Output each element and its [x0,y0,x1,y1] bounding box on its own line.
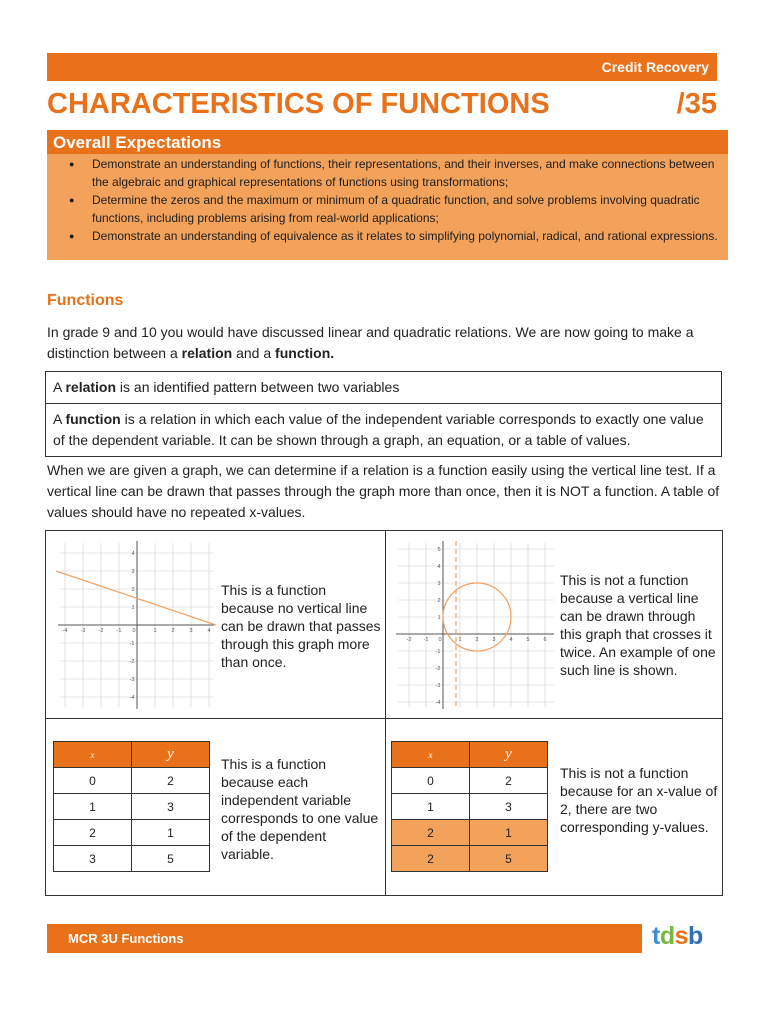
y-tick-label: -1 [435,649,441,655]
y-column-header: y [132,742,210,768]
intro-text: In grade 9 and 10 you would have discussed linear and quadratic relations. We are now going to make a distinction between a [47,324,694,361]
x-column-header: x [54,742,132,768]
expectation-item: ● Demonstrate an understanding of functions, their representations, and their inverses, and make connections between the algebraic and graphical representations of functions using transformations; [47,155,728,191]
y-cell: 1 [470,820,548,846]
table-row-highlighted [392,820,548,846]
x-cell: 2 [392,846,470,872]
y-cell: 1 [132,820,210,846]
x-cell: 0 [392,768,470,794]
x-tick-label: 5 [526,637,530,643]
non-function-table-of-values [391,741,548,872]
y-cell: 3 [470,794,548,820]
x-tick-label: 4 [207,628,211,634]
circle-relation-graph [394,539,556,711]
table-row-highlighted [392,846,548,872]
definitions-table [45,371,722,457]
tdsb-logo [652,922,703,951]
function-table-of-values [53,741,210,872]
def-text: A [53,379,66,395]
x-tick-label: -1 [116,628,122,634]
relation-term: relation [65,379,117,395]
y-tick-label: -4 [435,700,441,706]
y-tick-label: 3 [131,569,135,575]
total-score: /35 [676,88,717,120]
y-tick-label: 3 [437,581,441,587]
y-cell: 2 [470,768,548,794]
y-tick-label: -4 [129,695,135,701]
intro-function-term: function. [275,345,335,361]
def-text: A [53,411,66,427]
y-cell: 3 [132,794,210,820]
y-tick-label: -2 [435,666,441,672]
y-tick-label: 4 [437,564,441,570]
functions-heading: Functions [47,292,124,309]
non-function-table-explanation: This is not a function because for an x-value of 2, there are two corresponding y-values. [560,765,718,835]
y-tick-label: -3 [435,683,441,689]
table-row [392,768,548,794]
x-cell: 2 [54,820,132,846]
expectation-item: ● Determine the zeros and the maximum or minimum of a quadratic function, and solve problems involving quadratic functions, including problems arising from real-world applications; [47,191,728,227]
function-table-explanation: This is a function because each independent variable corresponds to one value of the dependent variable. [221,756,379,862]
function-term: function [65,411,121,427]
origin-label: 0 [438,637,442,643]
x-tick-label: -4 [62,628,68,634]
overall-expectations-heading: Overall Expectations [47,130,728,154]
x-cell: 2 [392,820,470,846]
y-cell: 2 [132,768,210,794]
relation-definition [46,372,721,403]
table-row [392,794,548,820]
y-cell: 5 [470,846,548,872]
linear-graph-svg [56,539,216,711]
examples-grid [45,530,723,896]
y-tick-label: 5 [437,547,441,553]
x-tick-label: 6 [543,637,547,643]
origin-label: 0 [132,628,136,634]
intro-relation-term: relation [181,345,233,361]
y-tick-label: -1 [129,641,135,647]
x-tick-label: -1 [423,637,429,643]
x-tick-label: 3 [189,628,193,634]
vertical-line-test-paragraph: When we are given a graph, we can determine if a relation is a function easily using the vertical line test. If a vertical line can be drawn that passes through the graph more than once, then it is NOT a function. A table of values should have no repeated x-values. [47,462,720,520]
x-cell: 0 [54,768,132,794]
x-column-header: x [392,742,470,768]
table-header-row [54,742,210,768]
logo-letter: t [652,922,660,950]
linear-graph-explanation: This is a function because no vertical line can be drawn that passes through this graph more than once. [221,582,381,670]
logo-letter: b [688,922,703,950]
table-row [54,794,210,820]
table-row [54,820,210,846]
header-bar [47,53,717,81]
y-tick-label: 2 [131,587,135,593]
table-row [54,768,210,794]
table-row [54,846,210,872]
x-tick-label: 2 [475,637,479,643]
y-tick-label: -2 [129,659,135,665]
linear-function-line [56,571,216,625]
page-title [47,88,719,124]
x-tick-label: -2 [98,628,104,634]
linear-function-graph [56,539,216,711]
grid-divider-vertical [385,531,386,895]
table-header-row [392,742,548,768]
circle-graph-svg [394,539,556,711]
x-tick-label: 4 [509,637,513,643]
y-column-header: y [470,742,548,768]
x-cell: 3 [54,846,132,872]
overall-expectations-list [47,154,728,260]
y-cell: 5 [132,846,210,872]
x-cell: 1 [54,794,132,820]
intro-text: and a [232,345,276,361]
page-title-text: CHARACTERISTICS OF FUNCTIONS [47,88,550,120]
x-cell: 1 [392,794,470,820]
x-tick-label: -2 [406,637,412,643]
expectation-item: ● Demonstrate an understanding of equivalence as it relates to simplifying polynomial, radical, and rational expressions. [47,227,728,245]
footer-bar [47,924,642,953]
function-definition [46,403,721,456]
x-tick-label: 1 [458,637,462,643]
logo-letter: d [659,922,675,950]
def-text: is a relation in which each value of the independent variable corresponds to exactly one value of the dependent variable. It can be shown through a graph, an equation, or a table of values. [53,411,704,448]
x-tick-label: 1 [153,628,157,634]
y-tick-label: -3 [129,677,135,683]
circle-graph-explanation: This is not a function because a vertical line can be drawn through this graph that crosses it twice. An example of one such line is shown. [560,572,716,678]
logo-letter: s [674,922,689,950]
y-tick-label: 2 [437,598,441,604]
x-tick-label: 3 [492,637,496,643]
grid-divider-horizontal [46,718,722,719]
credit-recovery-label: Credit Recovery [601,59,709,75]
x-tick-label: 2 [171,628,175,634]
x-tick-label: -3 [80,628,86,634]
intro-paragraph [47,322,727,364]
y-tick-label: 1 [437,615,441,621]
y-tick-label: 4 [131,551,135,557]
def-text: is an identified pattern between two variables [116,379,400,395]
y-tick-label: 1 [131,605,135,611]
course-code: MCR 3U Functions [68,931,184,946]
